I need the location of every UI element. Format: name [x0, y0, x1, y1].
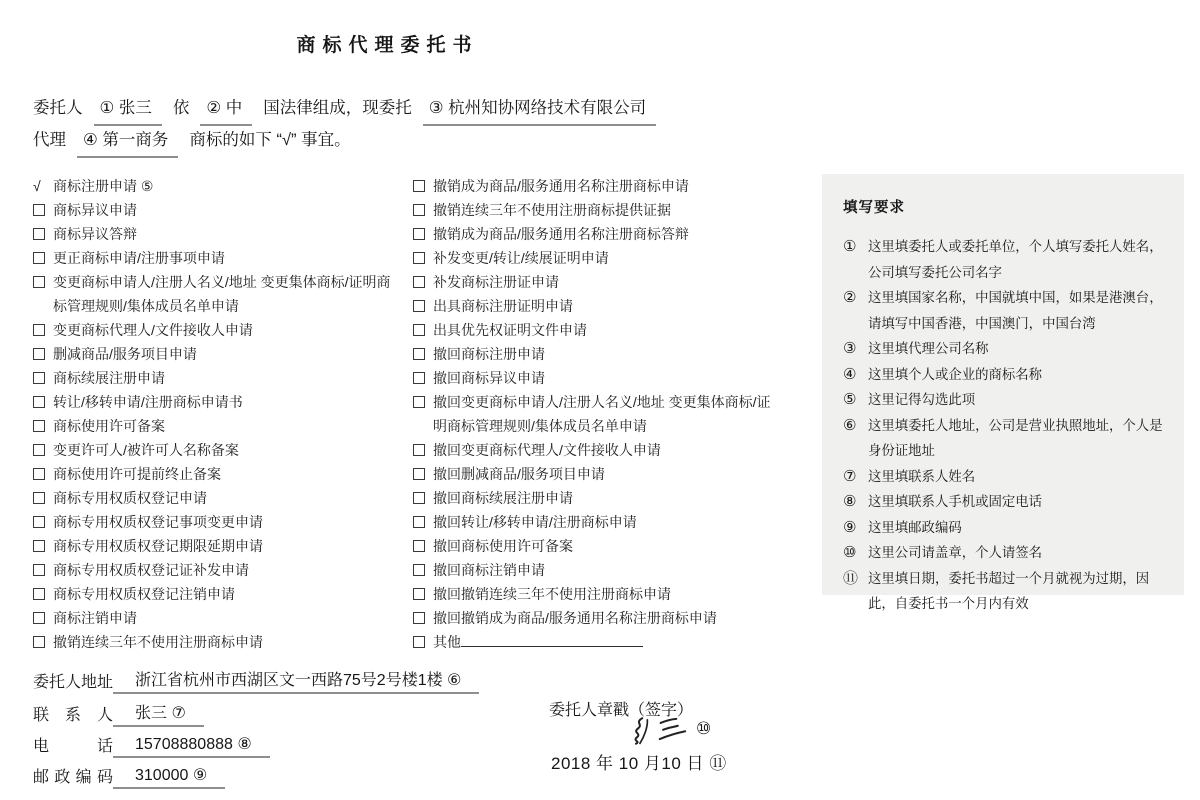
instruction-item: [843, 336, 1166, 362]
checklist-item-label: 商标专用权质权登记期限延期申请: [53, 538, 263, 554]
instruction-number-icon: ⑧: [843, 493, 857, 510]
checklist-item-label: 商标专用权质权登记申请: [53, 490, 207, 506]
handwritten-signature-icon: [627, 711, 693, 747]
signature-note-number: ⑩: [696, 719, 712, 738]
checkbox-icon[interactable]: [33, 396, 45, 408]
page-title: 商标代理委托书: [296, 35, 479, 56]
instructions-panel: [822, 174, 1184, 611]
checkbox-icon[interactable]: [413, 204, 425, 216]
checkbox-icon[interactable]: [413, 444, 425, 456]
checkbox-icon[interactable]: [413, 636, 425, 648]
checklist-item: [413, 438, 781, 462]
checklist-item: [33, 582, 401, 606]
checkbox-icon[interactable]: [413, 588, 425, 600]
checklist-item: [413, 222, 781, 246]
checklist-item-label: 更正商标申请/注册事项申请: [53, 250, 225, 266]
instruction-text: 这里填联系人姓名: [868, 468, 976, 484]
checklist-item-label: 商标注销申请: [53, 610, 137, 626]
instruction-item: [843, 464, 1166, 490]
checklist-item: [33, 510, 401, 534]
checklist-item: [33, 246, 401, 270]
contact-field-row: [33, 764, 553, 789]
checkbox-icon[interactable]: [413, 396, 425, 408]
checklist-item-label: 转让/移转申请/注册商标申请书: [53, 394, 243, 410]
checklist-item-label: 变更商标申请人/注册人名义/地址 变更集体商标/证明商标管理规则/集体成员名单申请: [53, 274, 391, 314]
principal-name-blank[interactable]: ① 张三: [94, 94, 162, 126]
checklist-item-label: 商标续展注册申请: [53, 370, 165, 386]
checkbox-icon[interactable]: [413, 468, 425, 480]
checklist-item: [33, 222, 401, 246]
instruction-number-icon: ②: [843, 289, 857, 306]
checklist-right-column: [413, 174, 781, 654]
checklist-item-label: 商标专用权质权登记注销申请: [53, 586, 235, 602]
checklist-item-label: 变更许可人/被许可人名称备案: [53, 442, 239, 458]
agency-company-blank[interactable]: ③ 杭州知协网络技术有限公司: [423, 94, 656, 126]
checkbox-icon[interactable]: [33, 252, 45, 264]
instruction-number-icon: ①: [843, 238, 857, 255]
checkbox-icon[interactable]: [413, 324, 425, 336]
checklist-item-label: 删减商品/服务项目申请: [53, 346, 197, 362]
field-value[interactable]: 浙江省杭州市西湖区文一西路75号2号楼1楼 ⑥: [113, 667, 479, 694]
other-blank-line[interactable]: [461, 630, 643, 647]
checklist-item-label: 商标使用许可备案: [53, 418, 165, 434]
checkbox-icon[interactable]: [33, 228, 45, 240]
checklist-item-label: 商标异议申请: [53, 202, 137, 218]
check-mark-icon[interactable]: √: [33, 178, 41, 194]
checklist-item: [33, 414, 401, 438]
checklist-item: [413, 342, 781, 366]
checklist-item-label: 补发商标注册证申请: [433, 274, 559, 290]
intro-paragraph: [33, 94, 778, 158]
field-value[interactable]: 张三 ⑦: [113, 700, 204, 727]
checklist-item: [413, 534, 781, 558]
checklist-item-label: 商标专用权质权登记事项变更申请: [53, 514, 263, 530]
checklist-item: [413, 558, 781, 582]
checkbox-icon[interactable]: [33, 612, 45, 624]
instruction-item: [843, 285, 1166, 336]
checklist-item: [413, 246, 781, 270]
checklist-item-label: 撤回商标注册申请: [433, 346, 545, 362]
contact-field-row: [33, 667, 553, 694]
checklist-item: [33, 174, 401, 198]
checkbox-icon[interactable]: [33, 492, 45, 504]
checklist-item: [33, 438, 401, 462]
intro-line-1: [33, 94, 778, 126]
instruction-text: 这里填委托人或委托单位，个人填写委托人姓名，公司填写委托公司名字: [868, 239, 1163, 280]
checklist-item: [33, 630, 401, 654]
instructions-title: 填写要求: [843, 200, 905, 216]
checklist-item-label: 变更商标代理人/文件接收人申请: [53, 322, 253, 338]
checklist-item: [33, 606, 401, 630]
checklist-item: [413, 462, 781, 486]
checklist-item-label: 商标注册申请 ⑤: [53, 178, 154, 194]
instruction-item: [843, 362, 1166, 388]
checklist-item-label: 撤回删减商品/服务项目申请: [433, 466, 605, 482]
checklist-item: [33, 198, 401, 222]
checkbox-icon[interactable]: [413, 540, 425, 552]
instruction-number-icon: ⑨: [843, 518, 857, 536]
checklist-item: [413, 174, 781, 198]
instruction-number-icon: ⑪: [843, 569, 859, 587]
checklist-item: [33, 390, 401, 414]
instruction-number-icon: ⑦: [843, 467, 857, 485]
date-field[interactable]: 2018 年 10 月10 日 ⑪: [551, 754, 727, 773]
instruction-item: [843, 387, 1166, 413]
intro-text: 依: [172, 99, 190, 117]
instruction-text: 这里填个人或企业的商标名称: [868, 366, 1043, 382]
instruction-number-icon: ③: [843, 340, 857, 357]
checklist-item-label: 撤回商标注销申请: [433, 562, 545, 578]
checklist-item-label: 商标使用许可提前终止备案: [53, 466, 221, 482]
instruction-text: 这里记得勾选此项: [868, 392, 976, 407]
checkbox-icon[interactable]: [413, 300, 425, 312]
instruction-number-icon: ⑩: [843, 544, 857, 561]
country-blank[interactable]: ② 中: [200, 94, 252, 126]
checklist-item-label: 商标异议答辩: [53, 226, 137, 242]
checklist-item: [33, 462, 401, 486]
contact-fields: [33, 667, 553, 795]
checklist-item: [413, 582, 781, 606]
checklist-item: [413, 390, 781, 438]
checklist-item-label: 出具商标注册证明申请: [433, 298, 573, 314]
instruction-number-icon: ⑤: [843, 391, 857, 408]
instruction-text: 这里填日期，委托书超过一个月就视为过期，因此，自委托书一个月内有效: [868, 570, 1150, 611]
instruction-text: 这里填邮政编码: [868, 519, 962, 535]
instruction-item: [843, 515, 1166, 541]
checklist-item-label: 补发变更/转让/续展证明申请: [433, 250, 609, 266]
checkbox-icon[interactable]: [33, 372, 45, 384]
checkbox-icon[interactable]: [413, 252, 425, 264]
checkbox-icon[interactable]: [413, 348, 425, 360]
instruction-text: 这里填代理公司名称: [868, 341, 989, 356]
checklist-item: [413, 318, 781, 342]
stamp-signature-label: 委托人章戳（签字）: [549, 702, 694, 719]
field-value[interactable]: 15708880888 ⑧: [113, 734, 270, 758]
checkbox-icon[interactable]: [413, 180, 425, 192]
intro-line-2: [33, 126, 778, 158]
checkbox-icon[interactable]: [33, 348, 45, 360]
checkbox-icon[interactable]: [33, 276, 45, 288]
signature-area[interactable]: [628, 713, 711, 745]
contact-field-row: [33, 733, 553, 758]
field-label: 邮政编码: [33, 769, 113, 786]
checklist-item: [413, 198, 781, 222]
checklist-item: [33, 558, 401, 582]
instruction-item: [843, 540, 1166, 566]
instruction-number-icon: ④: [843, 365, 857, 383]
instruction-text: 这里填委托人地址，公司是营业执照地址，个人是身份证地址: [868, 417, 1163, 458]
checklist-item-label: 撤回商标异议申请: [433, 370, 545, 386]
checkbox-icon[interactable]: [33, 324, 45, 336]
checklist-item-label: 撤回商标续展注册申请: [433, 490, 573, 506]
trademark-name-blank[interactable]: ④ 第一商务: [77, 126, 178, 158]
intro-text: 委托人: [33, 99, 83, 117]
checklist-item: [33, 318, 401, 342]
instruction-item: [843, 566, 1166, 617]
checklist-item-label: 出具优先权证明文件申请: [433, 322, 587, 338]
checkbox-icon[interactable]: [413, 516, 425, 528]
checklist-item-label: 撤销连续三年不使用注册商标申请: [53, 634, 263, 650]
checklist-item-label: 商标专用权质权登记证补发申请: [53, 562, 249, 578]
checklist-item: [33, 534, 401, 558]
checklist-item: [413, 510, 781, 534]
checklist-left-column: [33, 174, 401, 654]
field-value[interactable]: 310000 ⑨: [113, 765, 225, 789]
checklist-item-label: 撤回变更商标申请人/注册人名义/地址 变更集体商标/证明商标管理规则/集体成员名单申请: [433, 394, 771, 434]
checklist-item: [33, 486, 401, 510]
instruction-text: 这里填国家名称，中国就填中国，如果是港澳台，请填写中国香港，中国澳门，中国台湾: [868, 290, 1163, 331]
intro-text: 代理: [33, 131, 66, 149]
checkbox-icon[interactable]: [413, 564, 425, 576]
instruction-item: [843, 489, 1166, 515]
checklist-item-label: 撤销连续三年不使用注册商标提供证据: [433, 202, 671, 218]
checkbox-icon[interactable]: [413, 276, 425, 288]
checklist-item-label: 撤回撤销成为商品/服务通用名称注册商标申请: [433, 610, 717, 626]
contact-field-row: [33, 700, 553, 727]
checklist-item: [33, 342, 401, 366]
checklist-item: [413, 270, 781, 294]
checklist-item-label: 撤回转让/移转申请/注册商标申请: [433, 514, 637, 530]
checkbox-icon[interactable]: [33, 516, 45, 528]
checklist-item-label: 撤回变更商标代理人/文件接收人申请: [433, 442, 661, 458]
checkbox-icon[interactable]: [33, 204, 45, 216]
checkbox-icon[interactable]: [413, 228, 425, 240]
checklist-item-label: 撤销成为商品/服务通用名称注册商标答辩: [433, 226, 689, 242]
field-label: 电话: [33, 738, 113, 755]
checklist-item: [33, 366, 401, 390]
checkbox-icon[interactable]: [33, 588, 45, 600]
instructions-list: [843, 234, 1166, 617]
checklist-item: [413, 486, 781, 510]
instruction-text: 这里填联系人手机或固定电话: [868, 494, 1043, 509]
checkbox-icon[interactable]: [33, 444, 45, 456]
checklist-item: [413, 294, 781, 318]
checkbox-icon[interactable]: [33, 540, 45, 552]
instruction-number-icon: ⑥: [843, 416, 857, 434]
checkbox-icon[interactable]: [413, 492, 425, 504]
intro-text: 商标的如下 “√” 事宜。: [189, 131, 351, 149]
instruction-text: 这里公司请盖章，个人请签名: [868, 545, 1043, 560]
checkbox-icon[interactable]: [413, 612, 425, 624]
instruction-item: [843, 234, 1166, 285]
intro-text: 国法律组成，现委托: [263, 99, 412, 117]
checklist-item-label: 其他: [433, 634, 461, 650]
checklist-item: [413, 630, 781, 654]
field-label: 联系人: [33, 707, 113, 724]
checkbox-icon[interactable]: [33, 564, 45, 576]
checkbox-icon[interactable]: [33, 636, 45, 648]
checklist-item-label: 撤销成为商品/服务通用名称注册商标申请: [433, 178, 689, 194]
checklist-item: [413, 366, 781, 390]
checkbox-icon[interactable]: [33, 420, 45, 432]
instruction-item: [843, 413, 1166, 464]
checkbox-icon[interactable]: [33, 468, 45, 480]
checklist-item-label: 撤回商标使用许可备案: [433, 538, 573, 554]
checkbox-icon[interactable]: [413, 372, 425, 384]
checklist-item: [33, 270, 401, 318]
field-label: 委托人地址: [33, 674, 114, 691]
checklist-item: [413, 606, 781, 630]
checklist-item-label: 撤回撤销连续三年不使用注册商标申请: [433, 586, 671, 602]
